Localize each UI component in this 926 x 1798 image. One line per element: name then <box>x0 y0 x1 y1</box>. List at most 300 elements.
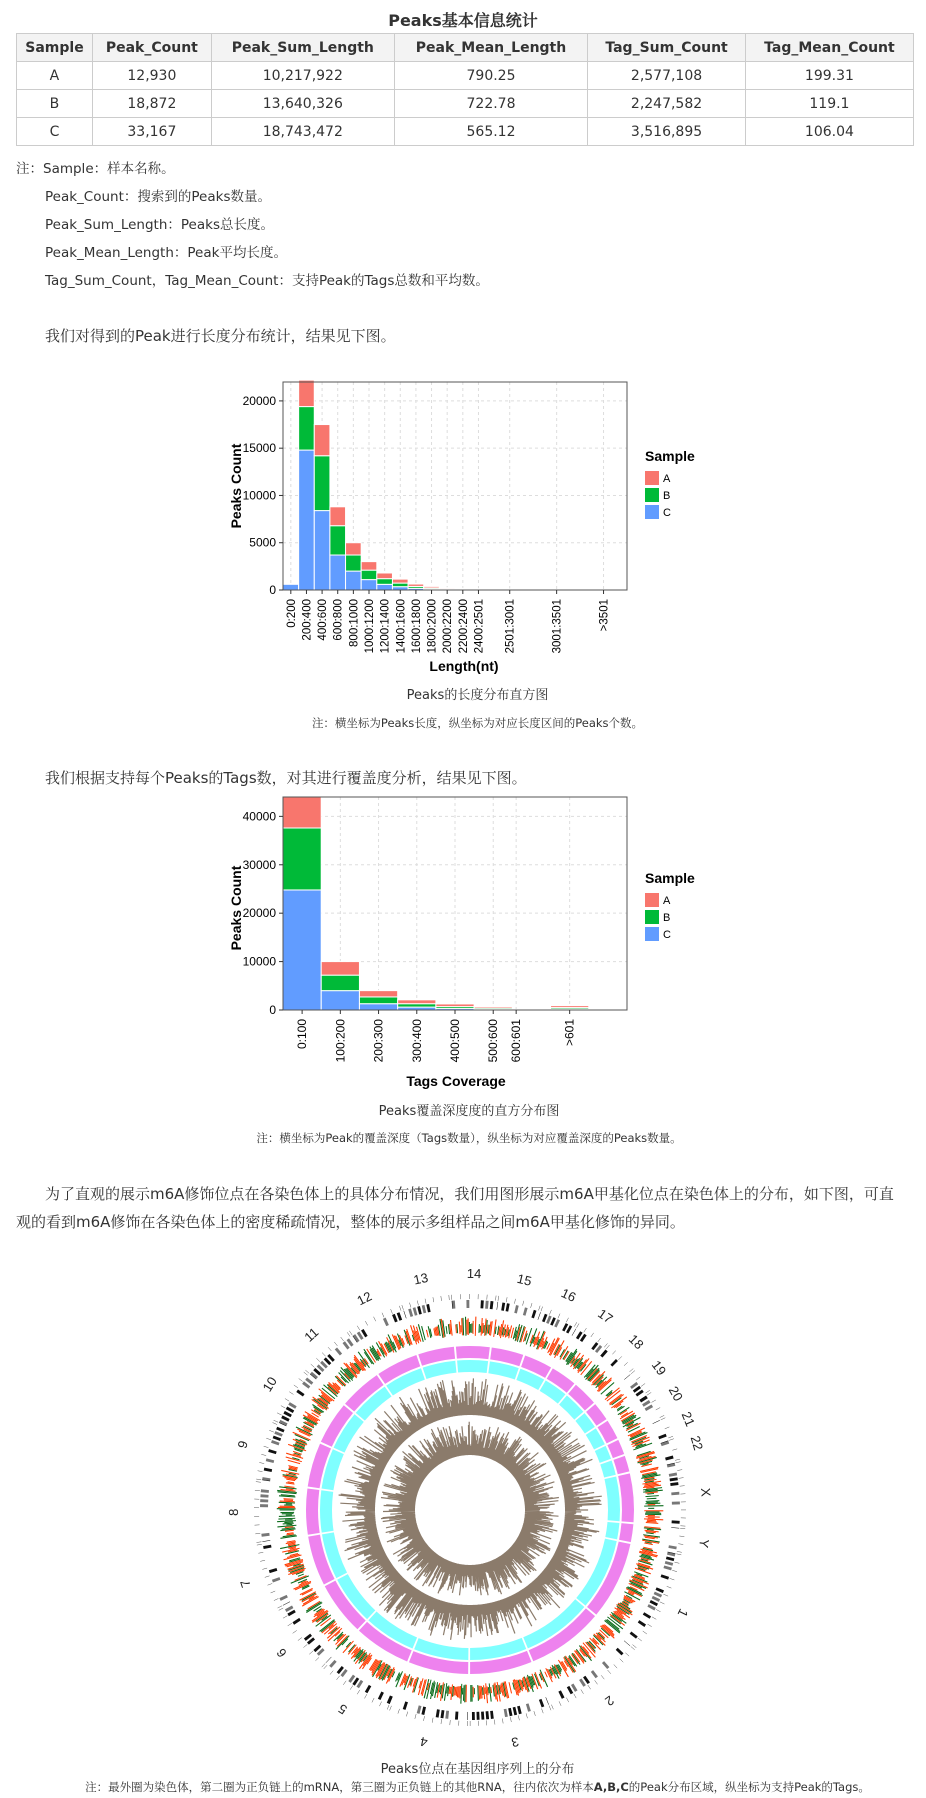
scale-tick <box>618 1356 622 1360</box>
y-tick-label: 40000 <box>242 809 276 824</box>
mrna-mark <box>283 1511 292 1512</box>
x-tick-label: 3001:3501 <box>551 599 564 654</box>
chromosome-label-7: 7 <box>237 1577 254 1590</box>
scale-tick <box>625 1653 629 1656</box>
scale-tick <box>660 1415 664 1417</box>
scale-tick <box>550 1310 552 1315</box>
legend-label-B: B <box>663 490 671 502</box>
mrna-mark <box>480 1326 481 1333</box>
bar-C-200:400 <box>299 450 315 590</box>
bar-C-1000:1200 <box>361 580 377 590</box>
scale-tick <box>672 1449 677 1450</box>
table-cell: 18,872 <box>92 90 211 118</box>
scale-tick <box>336 1676 339 1680</box>
scale-tick <box>268 1583 273 1585</box>
scale-tick <box>577 1324 580 1328</box>
y-tick-label: 20000 <box>242 906 276 921</box>
scale-tick <box>274 1598 279 1600</box>
scale-tick <box>406 1712 407 1717</box>
col-header: Peak_Mean_Length <box>394 34 587 62</box>
legend-swatch-A <box>645 893 659 907</box>
chromosome-stripe <box>672 1501 680 1504</box>
scale-tick <box>415 1714 416 1719</box>
col-header: Sample <box>17 34 93 62</box>
chromosome-label-Y: Y <box>696 1538 713 1549</box>
sample-track-A <box>607 1440 624 1458</box>
bar-B-800:1000 <box>346 555 362 571</box>
scale-tick <box>285 1399 289 1402</box>
mrna-mark <box>460 1325 461 1332</box>
col-header: Tag_Mean_Count <box>745 34 913 62</box>
chart1-note: 注：横坐标为Peaks长度，纵坐标为对应长度区间的Peaks个数。 <box>311 716 644 730</box>
scale-tick <box>441 1719 442 1724</box>
scale-tick <box>298 1638 302 1641</box>
mrna-mark <box>465 1317 466 1336</box>
mrna-mark <box>648 1508 654 1509</box>
mrna-mark <box>648 1504 656 1505</box>
chromosome-stripe <box>260 1504 268 1507</box>
chart2-caption: Peaks覆盖深度度的直方分布图 <box>378 1104 560 1119</box>
table-cell: 12,930 <box>92 62 211 90</box>
scale-tick <box>278 1606 282 1608</box>
scale-tick <box>558 1314 560 1319</box>
scale-tick <box>432 1718 433 1723</box>
scale-tick <box>265 1576 270 1578</box>
legend-label-B: B <box>663 912 671 924</box>
note-sample: 注：Sample：样本名称。 <box>16 161 175 177</box>
scale-tick <box>305 1370 309 1373</box>
bar-A-1800:2000 <box>424 586 440 588</box>
x-tick-label: 2501:3001 <box>504 599 517 654</box>
mrna-mark <box>284 1504 292 1505</box>
chromosome-label-8: 8 <box>225 1508 242 1516</box>
mrna-mark <box>465 1685 466 1702</box>
scale-tick <box>588 1685 591 1689</box>
bar-A-400:500 <box>436 1004 474 1007</box>
bar-A-1400:1600 <box>392 579 408 583</box>
chromosome-stripe <box>260 1499 268 1502</box>
bar-C-200:300 <box>359 1004 397 1010</box>
scale-tick <box>374 1317 376 1321</box>
y-axis-label: Peaks Count <box>228 865 244 951</box>
chromosome-label-2: 2 <box>602 1692 618 1710</box>
table-cell: 2,247,582 <box>588 90 746 118</box>
circos-plot <box>220 1260 720 1760</box>
circos-note-pre: 注：最外圈为染色体，第二圈为正负链上的mRNA，第三圈为正负链上的其他RNA，往内依次为样本 <box>85 1780 594 1794</box>
bar-C-0:200 <box>283 584 299 590</box>
scale-tick <box>648 1624 652 1627</box>
bar-B-1400:1600 <box>392 583 408 587</box>
bar-B-200:300 <box>359 997 397 1004</box>
bar-A-200:300 <box>359 991 397 997</box>
mrna-mark <box>280 1509 295 1510</box>
chromosome-label-5: 5 <box>335 1700 350 1718</box>
legend-swatch-B <box>645 910 659 924</box>
scale-tick <box>283 1616 287 1619</box>
scale-tick <box>598 1338 601 1342</box>
scale-tick <box>257 1544 262 1545</box>
sample-track-B <box>600 1460 616 1477</box>
bar-A-100:200 <box>321 962 359 976</box>
scale-tick <box>679 1536 684 1537</box>
sample-track-B <box>605 1522 619 1539</box>
table-title: Peaks基本信息统计 <box>388 11 538 30</box>
scale-tick <box>324 1665 327 1669</box>
table-row <box>17 90 914 118</box>
scale-tick <box>372 1698 374 1702</box>
scale-tick <box>293 1630 297 1633</box>
mrna-mark <box>285 1519 293 1520</box>
mrna-mark <box>474 1688 475 1694</box>
scale-tick <box>502 1719 503 1724</box>
note-tag-counts: Tag_Sum_Count，Tag_Mean_Count：支持Peak的Tags总数和平均数。 <box>45 273 489 289</box>
table-cell: 199.31 <box>745 62 913 90</box>
mrna-mark <box>286 1514 292 1515</box>
scale-tick <box>523 1301 524 1306</box>
legend-title: Sample <box>645 448 695 464</box>
chromosome-stripe <box>472 1712 475 1720</box>
scale-tick <box>417 1301 418 1306</box>
y-tick-label: 0 <box>269 1003 276 1017</box>
scale-tick <box>341 1337 344 1341</box>
bar-A->601 <box>551 1006 589 1008</box>
x-tick-label: >601 <box>562 1019 577 1047</box>
scale-tick <box>322 1663 325 1667</box>
scale-tick <box>357 1326 360 1330</box>
mrna-mark <box>466 1320 467 1335</box>
legend-label-C: C <box>663 507 671 519</box>
y-tick-label: 20000 <box>242 393 276 408</box>
scale-tick <box>624 1362 628 1365</box>
mrna-mark <box>476 1687 477 1697</box>
scale-tick <box>661 1418 666 1420</box>
scale-tick <box>273 1423 278 1425</box>
note-peak-sum-length: Peak_Sum_Length：Peaks总长度。 <box>45 217 274 233</box>
paragraph-circos: 为了直观的展示m6A修饰位点在各染色体上的具体分布情况，我们用图形展示m6A甲基化位点在染色体上的分布，如下图，可直观的看到m6A修饰在各染色体上的密度稀疏情况，整体的展示多组样品之间m6A甲基化修饰的异同。 <box>16 1185 894 1231</box>
chromosome-stripe <box>480 1300 483 1308</box>
scale-tick <box>663 1594 668 1596</box>
chromosome-label-11: 11 <box>301 1324 322 1345</box>
scale-tick <box>288 1623 292 1626</box>
scale-tick <box>266 1438 271 1440</box>
sample-track-B <box>457 1360 488 1373</box>
scale-tick <box>652 1617 656 1620</box>
legend-title: Sample <box>645 870 695 886</box>
mrna-mark <box>471 1685 472 1702</box>
chart2-note: 注：横坐标为Peak的覆盖深度（Tags数量），纵坐标为对应覆盖深度的Peaks数量。 <box>256 1131 682 1145</box>
y-tick-label: 5000 <box>249 535 276 550</box>
bar-A-500:600 <box>474 1007 512 1008</box>
scale-tick <box>549 1706 551 1711</box>
circos-note-post: 的Peak分布区域，纵坐标为支持Peak的Tags。 <box>628 1780 870 1794</box>
mrna-mark <box>277 1508 296 1509</box>
table-cell: 119.1 <box>745 90 913 118</box>
bar-C-400:600 <box>314 511 330 590</box>
scale-tick <box>264 1446 269 1447</box>
scale-tick <box>309 1651 313 1654</box>
chromosome-label-17: 17 <box>595 1305 616 1327</box>
chromosome-band-14 <box>452 1300 495 1309</box>
peaks-stats-table <box>16 33 914 146</box>
scale-tick <box>667 1586 672 1588</box>
scale-tick <box>271 1591 276 1593</box>
mrna-mark <box>282 1513 294 1514</box>
scale-tick <box>262 1568 267 1569</box>
scale-tick <box>574 1694 576 1698</box>
mrna-mark <box>470 1685 471 1702</box>
table-cell: 722.78 <box>394 90 587 118</box>
scale-tick <box>364 1694 366 1698</box>
legend-label-A: A <box>663 473 671 485</box>
scale-tick <box>433 1297 434 1302</box>
bar-B-1200:1400 <box>377 579 393 585</box>
scale-tick <box>656 1408 660 1410</box>
scale-tick <box>674 1562 679 1563</box>
scale-tick <box>316 1358 320 1362</box>
scale-tick <box>614 1664 617 1668</box>
x-tick-label: 200:300 <box>371 1019 386 1063</box>
scale-tick <box>269 1430 274 1432</box>
chromosome-label-X: X <box>698 1487 714 1498</box>
scale-tick <box>638 1638 642 1641</box>
x-axis-label: Tags Coverage <box>406 1073 506 1089</box>
x-tick-label: 500:600 <box>486 1019 501 1063</box>
y-axis-label: Peaks Count <box>228 443 244 529</box>
scale-tick <box>258 1552 263 1553</box>
legend-swatch-C <box>645 505 659 519</box>
col-header: Tag_Sum_Count <box>588 34 746 62</box>
mrna-mark <box>647 1506 658 1507</box>
sample-histogram-inner <box>381 1422 559 1596</box>
table-cell: 10,217,922 <box>211 62 394 90</box>
mrna-mark <box>286 1503 292 1504</box>
chromosome-label-21: 21 <box>678 1409 699 1429</box>
mrna-mark <box>473 1687 474 1698</box>
scale-tick <box>646 1390 650 1393</box>
scale-tick <box>636 1377 640 1380</box>
x-tick-label: 1600:1800 <box>410 599 423 654</box>
chromosome-label-18: 18 <box>625 1331 647 1353</box>
mrna-mark <box>280 1506 295 1507</box>
mrna-mark <box>280 1512 294 1513</box>
chromosome-label-4: 4 <box>418 1733 429 1751</box>
scale-tick <box>584 1328 587 1332</box>
table-cell: 2,577,108 <box>588 62 746 90</box>
bar-A-800:1000 <box>346 543 362 555</box>
bar-A-300:400 <box>398 1000 436 1004</box>
scale-tick <box>680 1486 685 1487</box>
mrna-mark <box>648 1515 655 1516</box>
bar-A-2501:3001 <box>502 589 518 590</box>
table-cell: 33,167 <box>92 118 211 146</box>
scale-tick <box>281 1406 285 1408</box>
scale-tick <box>330 1671 333 1675</box>
mrna-mark <box>644 1510 663 1511</box>
scale-tick <box>350 1686 353 1690</box>
chromosome-stripe <box>260 1494 268 1497</box>
mrna-mark <box>467 1686 468 1700</box>
scale-tick <box>518 1715 519 1720</box>
x-tick-label: 1200:1400 <box>379 599 392 654</box>
table-cell: 565.12 <box>394 118 587 146</box>
scale-tick <box>542 1709 544 1714</box>
x-tick-label: 1000:1200 <box>364 599 376 654</box>
mrna-mark <box>478 1324 479 1333</box>
scale-tick <box>677 1470 682 1471</box>
mrna-mark <box>647 1509 657 1510</box>
chromosome-label-16: 16 <box>558 1285 579 1305</box>
scale-tick <box>347 1332 350 1336</box>
scale-tick <box>387 1705 389 1710</box>
table-cell: A <box>17 62 93 90</box>
legend-swatch-A <box>645 471 659 485</box>
scale-tick <box>531 1303 532 1308</box>
mrna-mark <box>645 1514 661 1515</box>
scale-tick <box>391 1309 393 1314</box>
scale-tick <box>672 1570 677 1571</box>
scale-tick <box>514 1299 515 1304</box>
mrna-mark <box>648 1517 655 1518</box>
scale-tick <box>304 1372 308 1375</box>
table-cell: 18,743,472 <box>211 118 394 146</box>
scale-tick <box>643 1631 647 1634</box>
scale-tick <box>349 1331 352 1335</box>
chromosome-stripe <box>672 1520 680 1523</box>
mrna-mark <box>463 1685 465 1701</box>
mrna-mark <box>646 1511 660 1512</box>
scale-tick <box>665 1427 670 1429</box>
x-tick-label: 2000:2200 <box>442 599 455 654</box>
legend-swatch-B <box>645 488 659 502</box>
scale-tick <box>334 1342 337 1346</box>
scale-tick <box>409 1303 410 1308</box>
bar-B-300:400 <box>398 1004 436 1007</box>
length-distribution-chart <box>215 375 715 675</box>
bar-A-400:600 <box>314 425 330 456</box>
scale-tick <box>274 1420 279 1422</box>
sample-track-A <box>619 1523 633 1542</box>
scale-tick <box>631 1647 635 1650</box>
bar-A-2000:2200 <box>439 588 455 589</box>
scale-tick <box>311 1364 315 1367</box>
circos-note-samples: A,B,C <box>593 1780 629 1794</box>
x-tick-label: 0:100 <box>295 1019 310 1050</box>
scale-tick <box>382 1313 384 1318</box>
chromosome-stripe <box>466 1300 469 1308</box>
x-axis-label: Length(nt) <box>429 658 499 674</box>
mrna-mark <box>477 1317 479 1336</box>
scale-tick <box>612 1351 615 1355</box>
table-cell: C <box>17 118 93 146</box>
scale-tick <box>595 1680 598 1684</box>
chromosome-stripe <box>477 1712 480 1720</box>
scale-tick <box>629 1369 633 1372</box>
mrna-mark <box>468 1318 469 1335</box>
legend-swatch-C <box>645 927 659 941</box>
mrna-mark <box>472 1321 473 1334</box>
bar-C-600:800 <box>330 555 346 590</box>
bar-B-100:200 <box>321 975 359 990</box>
bar-A-0:100 <box>283 797 321 828</box>
chromosome-label-3: 3 <box>510 1734 521 1751</box>
scale-tick <box>303 1644 307 1647</box>
scale-tick <box>641 1384 645 1387</box>
scale-tick <box>441 1296 442 1301</box>
sample-track-B <box>605 1476 620 1521</box>
scale-tick <box>343 1681 346 1685</box>
y-tick-label: 10000 <box>242 488 276 503</box>
scale-tick <box>551 1705 553 1710</box>
scale-tick <box>539 1306 541 1311</box>
circos-note <box>0 1779 926 1795</box>
scale-tick <box>498 1296 499 1301</box>
chromosome-label-1: 1 <box>674 1606 692 1620</box>
y-tick-label: 30000 <box>242 857 276 872</box>
y-tick-label: 15000 <box>242 441 276 456</box>
x-tick-label: 600:800 <box>332 599 345 641</box>
col-header: Peak_Sum_Length <box>211 34 394 62</box>
scale-tick <box>510 1717 511 1722</box>
x-tick-label: 300:400 <box>409 1019 424 1063</box>
sample-track-A <box>618 1473 634 1522</box>
scale-tick <box>652 1400 656 1403</box>
bar-A-2400:2501 <box>471 589 487 590</box>
mrna-mark <box>278 1507 295 1508</box>
x-tick-label: 2400:2501 <box>473 599 486 654</box>
scale-tick <box>608 1670 611 1674</box>
scale-tick <box>256 1479 261 1480</box>
bar-A-200:400 <box>299 380 315 406</box>
scale-tick <box>591 1333 594 1337</box>
bar-B-0:100 <box>283 828 321 890</box>
scale-tick <box>566 1318 568 1322</box>
scale-tick <box>633 1645 637 1648</box>
bar-B-400:600 <box>314 456 330 511</box>
bar-B-1000:1200 <box>361 570 377 579</box>
x-tick-label: 200:400 <box>301 599 314 641</box>
scale-tick <box>294 1385 298 1388</box>
scale-tick <box>574 1322 576 1326</box>
bar-A-600:800 <box>330 507 346 526</box>
scale-tick <box>315 1657 319 1660</box>
scale-tick <box>678 1544 683 1545</box>
scale-tick <box>279 1608 283 1610</box>
note-peak-count: Peak_Count：搜索到的Peaks数量。 <box>45 189 271 205</box>
bar-A-1200:1400 <box>377 573 393 579</box>
sample-track-A <box>306 1488 320 1534</box>
mrna-mark <box>645 1513 661 1514</box>
scale-tick <box>566 1698 568 1702</box>
chromosome-label-13: 13 <box>412 1269 430 1288</box>
scale-tick <box>256 1482 261 1483</box>
sample-track-A <box>456 1346 490 1359</box>
bar-C-100:200 <box>321 991 359 1010</box>
mrna-mark <box>470 1324 471 1333</box>
x-tick-label: 1800:2000 <box>426 599 439 654</box>
scale-tick <box>357 1690 360 1694</box>
bar-A-2200:2400 <box>455 588 471 589</box>
chromosome-label-12: 12 <box>354 1288 375 1309</box>
paragraph-length-dist: 我们对得到的Peak进行长度分布统计，结果见下图。 <box>45 327 396 345</box>
scale-tick <box>631 1371 635 1374</box>
scale-tick <box>604 1343 607 1347</box>
table-row <box>17 118 914 146</box>
bar-C-1200:1400 <box>377 584 393 590</box>
scale-tick <box>277 1413 281 1415</box>
mrna-mark <box>469 1322 470 1333</box>
mrna-mark <box>644 1505 663 1506</box>
x-tick-label: 600:601 <box>509 1019 524 1063</box>
